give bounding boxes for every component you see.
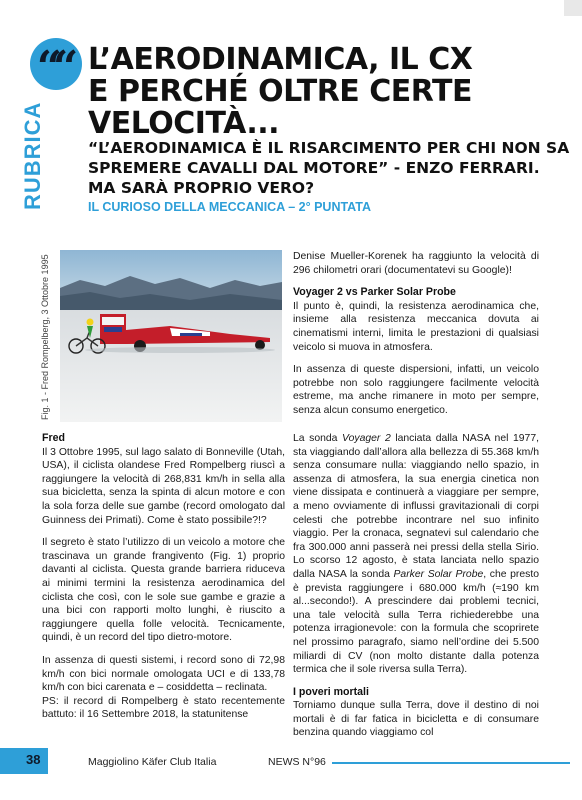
paragraph: Il punto è, quindi, la resistenza aerodinamica che, insieme alla resistenza meccanica dovuta ai cinematismi interni, limita le prestazioni di qualsiasi veicolo si muova in atmosfera. xyxy=(293,300,539,353)
record-photo xyxy=(60,250,282,422)
footer-issue: NEWS N°96 xyxy=(268,756,326,768)
probe-name: Voyager 2 xyxy=(342,433,391,444)
quote-line: “L’AERODINAMICA È IL RISARCIMENTO PER CHI NON SA xyxy=(88,139,570,157)
paragraph-text: , che presto è prevista raggiungere i 680.000 km/h (≈190 km al...secondo!). A prescindere dai problemi tecnici, una tale velocità sulla Terra richiederebbe una potenza irragionevole: con la formula che scoprirete nel prossimo paragrafo, siamo nell’ordine dei 5.500 miliardi di CV (non molto distante dalla potenza termica che il sole riversa sulla Terra). xyxy=(293,568,539,676)
article-quote xyxy=(88,138,568,198)
bonneville-photo-image xyxy=(60,250,282,422)
section-heading: I poveri mortali xyxy=(293,685,369,698)
section-label: RUBRICA xyxy=(20,101,45,210)
footer-club-name: Maggiolino Käfer Club Italia xyxy=(88,756,217,768)
paragraph-text: Come è stato possibile?!? xyxy=(147,514,267,526)
title-line: VELOCITÀ... xyxy=(88,106,280,141)
paragraph: In assenza di questi sistemi, i record sono di 72,98 km/h con bici normale omologata UCI e di 133,78 km/h con bici carenata e – cosiddetta – reclinata. xyxy=(42,654,285,694)
paragraph: Torniamo dunque sulla Terra, dove il destino di noi mortali è di far fatica in bicicletta e di consumare benzina quando viaggiamo col xyxy=(293,700,539,739)
article-title xyxy=(88,44,558,140)
paragraph: PS: il record di Rompelberg è stato recentemente battuto: il 16 Settembre 2018, la statunitense xyxy=(42,695,285,721)
section-heading: Fred xyxy=(42,432,65,444)
quote-mark-icon: ““ xyxy=(30,38,82,90)
paragraph-text: lanciata dalla NASA nel 1977, sta viaggiando dall’allora alla bellezza di 55.368 km/h senza consumare nulla: viaggiando nello spazio, in assenza di atmosfera, la sua energia cinetica non viene dissipata e continuerà a viaggiare per sempre, a meno ovviamente di influssi gravitazionali di corpi celesti che potrebbe incontrare nel suo infinito viaggio. Per la cronaca, segnatevi sul calendario che fra 300.000 anni passerà nei pressi della stella Sirio. Lo scorso 12 agosto, è stata lanciata nello spazio dalla NASA la sonda xyxy=(293,433,540,580)
quote-line: MA SARÀ PROPRIO VERO? xyxy=(88,179,315,197)
paragraph: Denise Mueller-Korenek ha raggiunto la velocità di 296 chilometri orari (documentatevi su Google)! xyxy=(293,251,539,276)
paragraph: In assenza di queste dispersioni, infatti, un veicolo potrebbe non solo raggiungere facilmente velocità estreme, ma anche rimanere in moto per sempre, senza alcun consumo energetico. xyxy=(293,364,539,416)
paragraph: Il segreto è stato l’utilizzo di un veicolo a motore che trascinava un grande frangivento (Fig. 1) proprio davanti al ciclista. Questa grande barriera riduceva ai minimi termini la resistenza aerodinamica del ciclista che così, con le sole sue gambe e grazie a una bici con rapporti molto lunghi, è riuscito a raggiungere quella folle velocità. Tecnicamente, quindi, è un record del tipo dietro-motore. xyxy=(42,537,285,644)
quote-line: SPREMERE CAVALLI DAL MOTORE” - ENZO FERRARI. xyxy=(88,159,540,177)
right-column-top xyxy=(293,250,539,418)
footer-rule xyxy=(332,762,570,764)
paragraph xyxy=(293,432,539,677)
paragraph-text: Il 3 Ottobre 1995, sul lago salato di Bonneville (Utah, USA), il ciclista olandese Fred Rompelberg riuscì a raggiungere la velocità di 268,831 km/h in sella alla sua bicicletta, senza la spinta di alcun motore e con la sola forza delle sue gambe (record omologato dal Guinness dei Primati). xyxy=(42,446,285,526)
left-column xyxy=(42,432,285,722)
section-heading: Voyager 2 vs Parker Solar Probe xyxy=(293,286,456,299)
right-column xyxy=(293,432,539,740)
probe-name: Parker Solar Probe xyxy=(393,568,484,580)
title-line: E PERCHÉ OLTRE CERTE xyxy=(88,74,472,109)
page-number: 38 xyxy=(26,752,41,767)
article-subtitle: IL CURIOSO DELLA MECCANICA – 2° PUNTATA xyxy=(88,200,372,214)
page-number-tab xyxy=(0,748,48,774)
paragraph xyxy=(42,446,285,528)
title-line: L’AERODINAMICA, IL CX xyxy=(88,42,473,77)
page-corner xyxy=(564,0,582,16)
photo-caption: Fig. 1 - Fred Rompelberg, 3 Ottobre 1995 xyxy=(40,254,50,420)
paragraph-text: La sonda xyxy=(293,433,343,444)
